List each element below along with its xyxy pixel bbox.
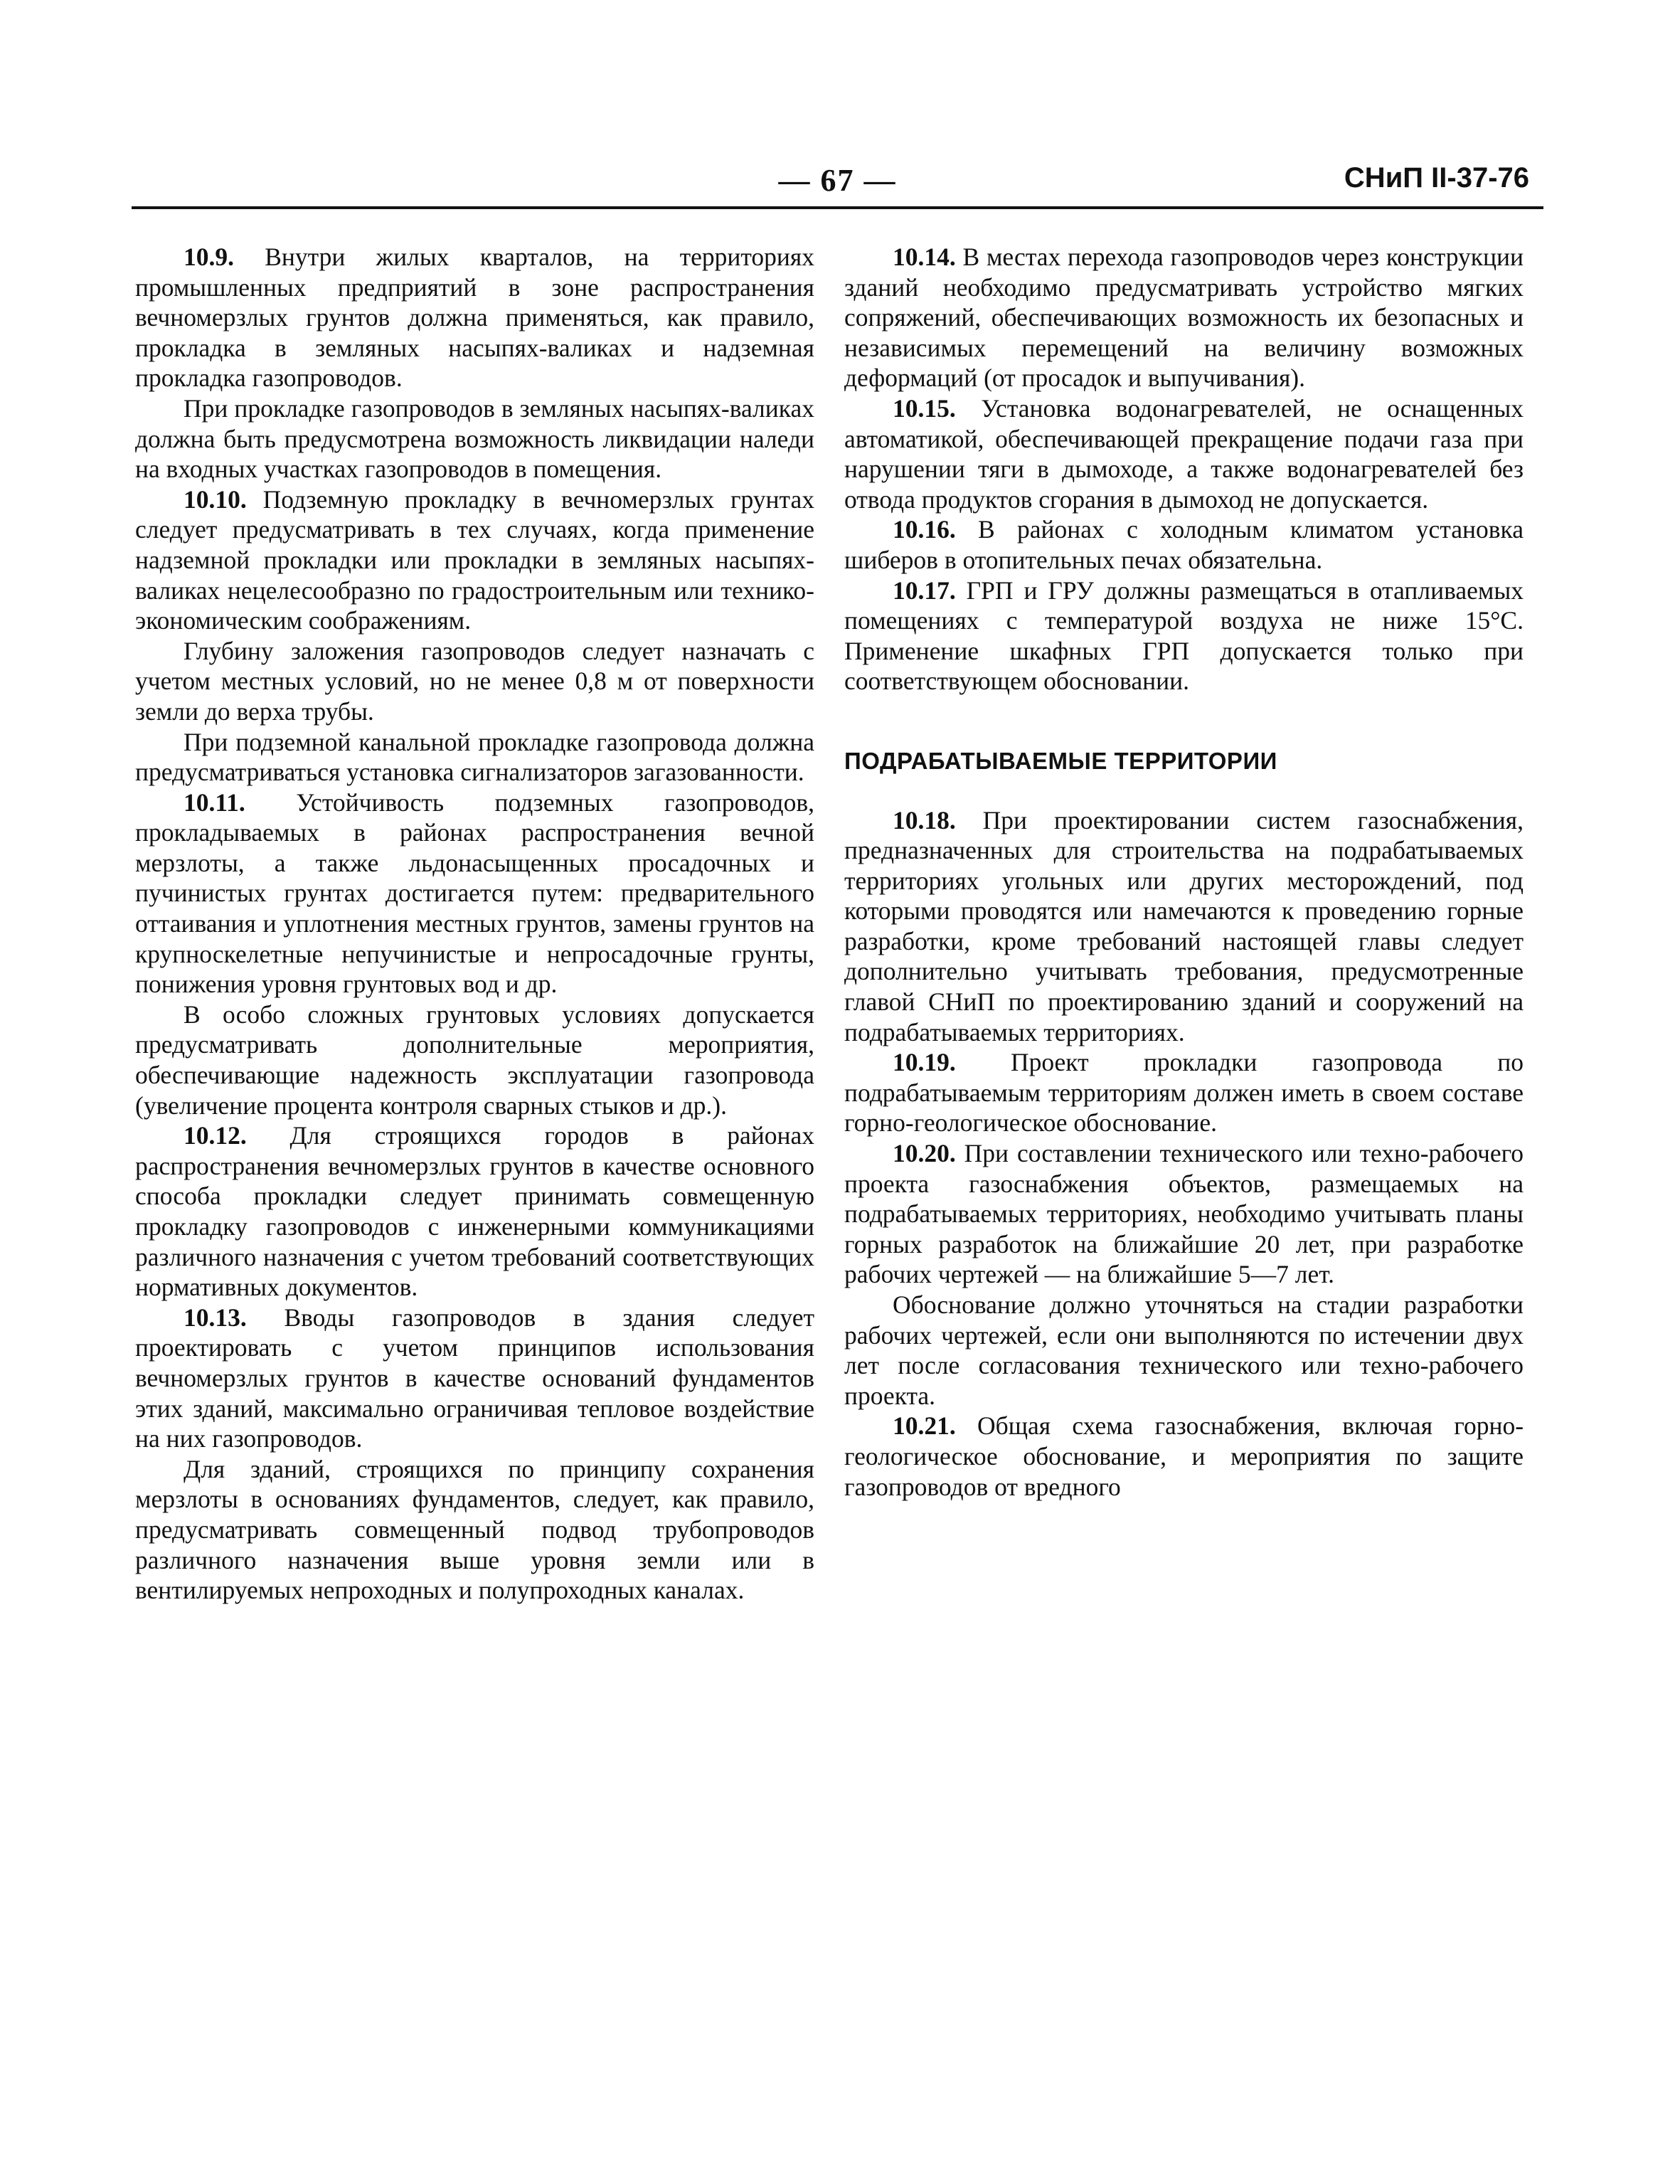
paragraph: [135, 788, 814, 1000]
paragraph: [135, 484, 814, 636]
paragraph-text: В местах перехода газопроводов через конструкции зданий необходимо предусматривать устройство мягких сопряжений, обеспечивающих возможность их безопасных и независимых перемещений на величину возможных деформаций (от просадок и выпучивания).: [844, 243, 1524, 393]
paragraph-text: При подземной канальной прокладке газопровода должна предусматриваться установка сигнализаторов загазованности.: [135, 727, 814, 787]
page-number: — 67 —: [778, 163, 897, 198]
paragraph-text: В районах с холодным климатом установка шиберов в отопительных печах обязательна.: [844, 515, 1524, 574]
clause-number: 10.12.: [184, 1121, 247, 1150]
paragraph: [844, 393, 1524, 514]
paragraph-text: Для строящихся городов в районах распространения вечномерзлых грунтов в качестве основного способа прокладки следует принимать совмещенную прокладку газопроводов с инженерными коммуникациями различного назначения с учетом требований соответствующих нормативных документов.: [135, 1121, 814, 1302]
paragraph: [135, 1454, 814, 1606]
header-divider: [132, 206, 1543, 209]
paragraph-text: При прокладке газопроводов в земляных насыпях-валиках должна быть предусмотрена возможность ликвидации наледи на входных участках газопроводов в помещения.: [135, 393, 814, 484]
clause-number: 10.18.: [893, 805, 956, 834]
paragraph: [135, 1303, 814, 1454]
clause-number: 10.20.: [893, 1139, 956, 1168]
paragraph-text: Глубину заложения газопроводов следует назначать с учетом местных условий, но не менее 0,8 м от поверхности земли до верха трубы.: [135, 636, 814, 726]
paragraph-text: ГРП и ГРУ должны размещаться в отапливаемых помещениях с температурой воздуха не ниже 15°С. Применение шкафных ГРП допускается только при соответствующем обосновании.: [844, 576, 1524, 696]
clause-number: 10.14.: [893, 243, 956, 271]
paragraph-text: При составлении технического или техно-рабочего проекта газоснабжения объектов, размещаемых на подрабатываемых территориях, необходимо учитывать планы горных разработок на ближайшие 20 лет, при разработке рабочих чертежей — на ближайшие 5—7 лет.: [844, 1139, 1524, 1289]
clause-number: 10.13.: [184, 1303, 247, 1332]
paragraph: [844, 576, 1524, 696]
paragraph: [844, 242, 1524, 393]
paragraph-text: При проектировании систем газоснабжения, предназначенных для строительства на подрабатываемых территориях угольных или других месторождений, под которыми проводятся или намечаются к проведению горные разработки, кроме требований настоящей главы следует дополнительно учитывать требования, предусмотренные главой СНиП по проектированию зданий и сооружений на подрабатываемых территориях.: [844, 805, 1524, 1046]
clause-number: 10.16.: [893, 515, 956, 544]
clause-number: 10.11.: [184, 788, 245, 817]
paragraph-text: Подземную прокладку в вечномерзлых грунтах следует предусматривать в тех случаях, когда применение надземной прокладки или прокладки в земляных насыпях-валиках нецелесообразно по градостроительным или технико-экономическим соображениям.: [135, 484, 814, 635]
clause-number: 10.9.: [184, 243, 234, 271]
paragraph: [135, 727, 814, 788]
paragraph-text: В особо сложных грунтовых условиях допускается предусматривать дополнительные мероприятия, обеспечивающие надежность эксплуатации газопровода (увеличение процента контроля сварных стыков и др.).: [135, 1000, 814, 1120]
clause-number: 10.17.: [893, 576, 956, 605]
paragraph: [844, 1290, 1524, 1411]
section-heading: ПОДРАБАТЫВАЕМЫЕ ТЕРРИТОРИИ: [844, 747, 1277, 774]
paragraph-text: Устойчивость подземных газопроводов, прокладываемых в районах распространения вечной мерзлоты, а также льдонасыщенных просадочных и пучинистых грунтах достигается путем: предварительного оттаивания и уплотнения местных грунтов, замены грунтов на крупноскелетные непучинистые и непросадочные грунты, понижения уровня грунтовых вод и др.: [135, 788, 814, 999]
paragraph: [844, 1138, 1524, 1290]
paragraph-text: Обоснование должно уточняться на стадии разработки рабочих чертежей, если они выполняются по истечении двух лет после согласования технического или техно-рабочего проекта.: [844, 1290, 1524, 1410]
paragraph-text: Внутри жилых кварталов, на территориях промышленных предприятий в зоне распространения вечномерзлых грунтов должна применяться, как правило, прокладка в земляных насыпях-валиках и надземная прокладка газопроводов.: [135, 243, 815, 393]
right-column: [844, 242, 1524, 1502]
left-column: [135, 242, 814, 1606]
clause-number: 10.19.: [893, 1048, 956, 1077]
page-header: [132, 158, 1543, 208]
clause-number: 10.10.: [184, 484, 247, 514]
paragraph-text: Установка водонагревателей, не оснащенных автоматикой, обеспечивающей прекращение подачи газа при нарушении тяги в дымоходе, а также водонагревателей без отвода продуктов сгорания в дымоход не допускается.: [844, 393, 1524, 514]
paragraph: [135, 393, 814, 484]
paragraph: [135, 1120, 814, 1303]
document-code: СНиП II-37-76: [1344, 162, 1529, 194]
paragraph-text: Вводы газопроводов в здания следует проектировать с учетом принципов использования вечномерзлых грунтов в качестве оснований фундаментов этих зданий, максимально ограничивая тепловое воздействие на них газопроводов.: [135, 1303, 815, 1453]
paragraph-text: Общая схема газоснабжения, включая горно-геологическое обоснование, и мероприятия по защите газопроводов от вредного: [844, 1411, 1524, 1501]
paragraph-text: Для зданий, строящихся по принципу сохранения мерзлоты в основаниях фундаментов, следует, как правило, предусматривать совмещенный подвод трубопроводов различного назначения выше уровня земли или в вентилируемых непроходных и полупроходных каналах.: [135, 1454, 814, 1605]
paragraph: [135, 636, 814, 727]
paragraph-text: Проект прокладки газопровода по подрабатываемым территориям должен иметь в своем составе горно-геологическое обоснование.: [844, 1048, 1524, 1138]
paragraph: [844, 1411, 1524, 1502]
clause-number: 10.21.: [893, 1411, 956, 1441]
paragraph: [135, 242, 814, 393]
paragraph: [135, 1000, 814, 1120]
clause-number: 10.15.: [893, 393, 956, 423]
paragraph: [844, 805, 1524, 1048]
paragraph: [844, 514, 1524, 575]
paragraph: [844, 1047, 1524, 1138]
